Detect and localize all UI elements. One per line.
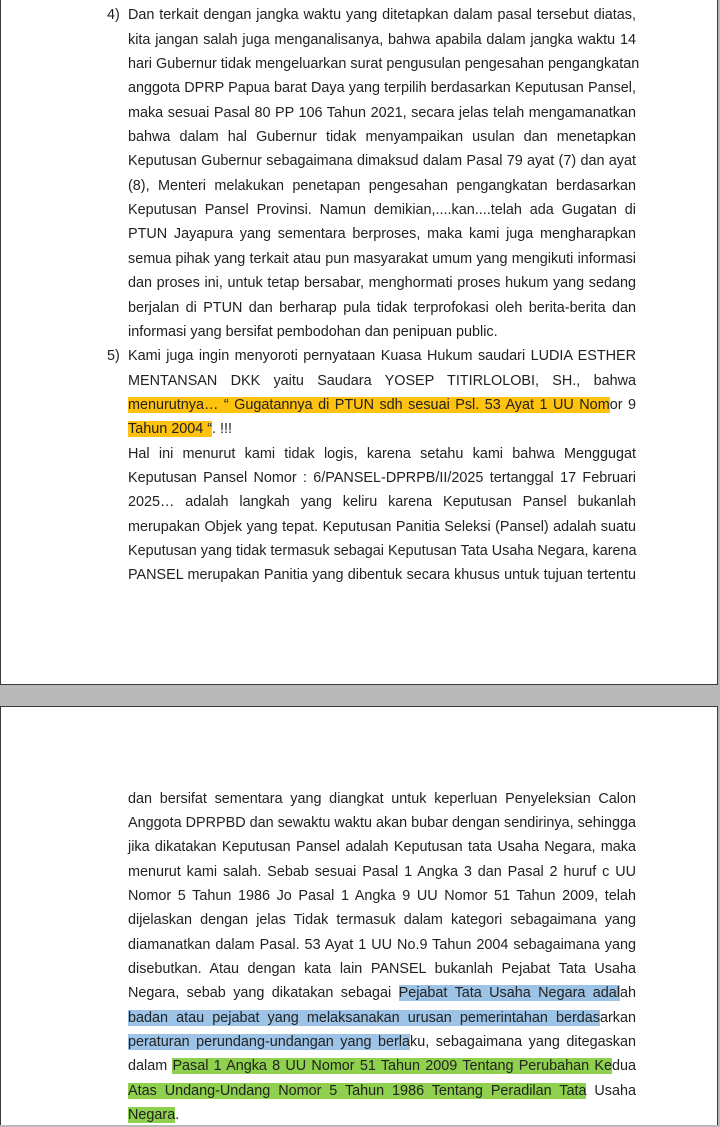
item4-line-10: PTUN Jayapura yang sementara berproses, maka kami juga mengharapkan (128, 226, 636, 242)
item5-para-line-6: PANSEL merupakan Panitia yang dibentuk secara khusus untuk tujuan tertentu (128, 567, 636, 583)
p2-line-7: diamanatkan dalam Pasal. 53 Ayat 1 UU No.9 Tahun 2004 sebagaimana yang (128, 937, 636, 953)
item5-line-3: menurutnya… “ Gugatannya di PTUN sdh sesuai Psl. 53 Ayat 1 UU Nomor 9 (128, 397, 636, 413)
item5-line-1: Kami juga ingin menyoroti pernyataan Kuasa Hukum saudari LUDIA ESTHER (128, 348, 636, 364)
item4-line-11: semua pihak yang terkait atau pun masyarakat umum yang mengikuti informasi (128, 251, 636, 267)
p2-line-11: peraturan perundang-undangan yang berlaku, sebagaimana yang ditegaskan (128, 1034, 636, 1050)
item5-line-4: Tahun 2004 “. !!! (128, 421, 233, 437)
item4-line-7: Keputusan Gubernur sebagaimana dimaksud dalam Pasal 79 ayat (7) dan ayat (128, 153, 636, 169)
highlighted-law-reference: Pasal 1 Angka 8 UU Nomor 51 Tahun 2009 Tentang Perubahan Ke (172, 1058, 612, 1074)
p2-line-5: Nomor 5 Tahun 1986 Jo Pasal 1 Angka 9 UU Nomor 51 Tahun 2009, telah (128, 888, 636, 904)
highlighted-quote-end: Tahun 2004 “ (128, 421, 213, 437)
p2-line-3: jika dikatakan Keputusan Pansel adalah Keputusan tata Usaha Negara, maka (128, 839, 636, 855)
highlighted-quote: menurutnya… “ Gugatannya di PTUN sdh sesuai Psl. 53 Ayat 1 UU Nom (128, 397, 610, 413)
p2-line-9: Negara, sebab yang dikatakan sebagai Pejabat Tata Usaha Negara adalah (128, 985, 636, 1001)
item4-line-13: berjalan di PTUN dan berharap pula tidak terprofokasi oleh berita-berita dan (128, 300, 636, 316)
p2-line-14: Negara. (128, 1107, 180, 1123)
p2-line-2: Anggota DPRPBD dan sewaktu waktu akan bubar dengan sendirinya, sehingga (128, 815, 637, 831)
highlighted-definition: Pejabat Tata Usaha Negara adal (398, 985, 620, 1001)
item4-line-1: Dan terkait dengan jangka waktu yang ditetapkan dalam pasal tersebut diatas, (128, 7, 636, 23)
item4-line-3: hari Gubernur tidak mengeluarkan surat pengusulan pengesahan pengangkatan (128, 56, 640, 72)
item5-para-line-5: Keputusan yang tidak termasuk sebagai Keputusan Tata Usaha Negara, karena (128, 543, 637, 559)
list-number-5: 5) (107, 348, 120, 364)
highlighted-definition: badan atau pejabat yang melaksanakan urusan pemerintahan berdas (128, 1010, 600, 1026)
document-page-2 (0, 706, 718, 1125)
item4-line-8: (8), Menteri melakukan penetapan pengesahan pengangkatan berdasarkan (128, 178, 636, 194)
p2-line-10: badan atau pejabat yang melaksanakan urusan pemerintahan berdasarkan (128, 1010, 636, 1026)
highlighted-law-reference: Negara (128, 1107, 176, 1123)
item5-para-line-1: Hal ini menurut kami tidak logis, karena setahu kami bahwa Menggugat (128, 446, 636, 462)
p2-line-13: Atas Undang-Undang Nomor 5 Tahun 1986 Tentang Peradilan Tata Usaha (128, 1083, 636, 1099)
item4-line-5: maka sesuai Pasal 80 PP 106 Tahun 2021, secara jelas telah mengamanatkan (128, 105, 636, 121)
item4-line-12: dan proses ini, untuk tetap bersabar, menghormati proses hukum yang sedang (128, 275, 636, 291)
item4-line-2: kita jangan salah juga menganalisanya, bahwa apabila dalam jangka waktu 14 (128, 32, 636, 48)
highlighted-definition: peraturan perundang-undangan yang berla (128, 1034, 411, 1050)
item4-line-14: informasi yang bersifat pembodohan dan penipuan public. (128, 324, 498, 340)
list-number-4: 4) (107, 7, 120, 23)
item4-line-6: bahwa dalam hal Gubernur tidak menyampaikan usulan dan menetapkan (128, 129, 636, 145)
item4-line-9: Keputusan Pansel Provinsi. Namun demikian,....kan....telah ada Gugatan di (128, 202, 636, 218)
p2-line-1: dan bersifat sementara yang diangkat untuk keperluan Penyeleksian Calon (128, 791, 636, 807)
highlighted-law-reference: Atas Undang-Undang Nomor 5 Tahun 1986 Tentang Peradilan Tata (128, 1083, 587, 1099)
item4-line-4: anggota DPRP Papua barat Daya yang terpilih berdasarkan Keputusan Pansel, (128, 80, 636, 96)
item5-para-line-4: merupakan Objek yang tepat. Keputusan Panitia Seleksi (Pansel) adalah suatu (128, 519, 636, 535)
item5-line-2: MENTANSAN DKK yaitu Saudara YOSEP TITIRLOLOBI, SH., bahwa (128, 373, 636, 389)
p2-line-6: dijelaskan dengan jelas Tidak termasuk dalam kategori sebagaimana yang (128, 912, 636, 928)
p2-line-8: disebutkan. Atau dengan kata lain PANSEL bukanlah Pejabat Tata Usaha (128, 961, 636, 977)
p2-line-4: menurut kami salah. Sebab sesuai Pasal 1 Angka 3 dan Pasal 2 huruf c UU (128, 864, 636, 880)
item5-para-line-2: Keputusan Pansel Nomor : 6/PANSEL-DPRPB/II/2025 tertanggal 17 Februari (128, 470, 636, 486)
item5-para-line-3: 2025… adalah langkah yang keliru karena Keputusan Pansel bukanlah (128, 494, 636, 510)
p2-line-12: dalam Pasal 1 Angka 8 UU Nomor 51 Tahun 2009 Tentang Perubahan Kedua (128, 1058, 636, 1074)
